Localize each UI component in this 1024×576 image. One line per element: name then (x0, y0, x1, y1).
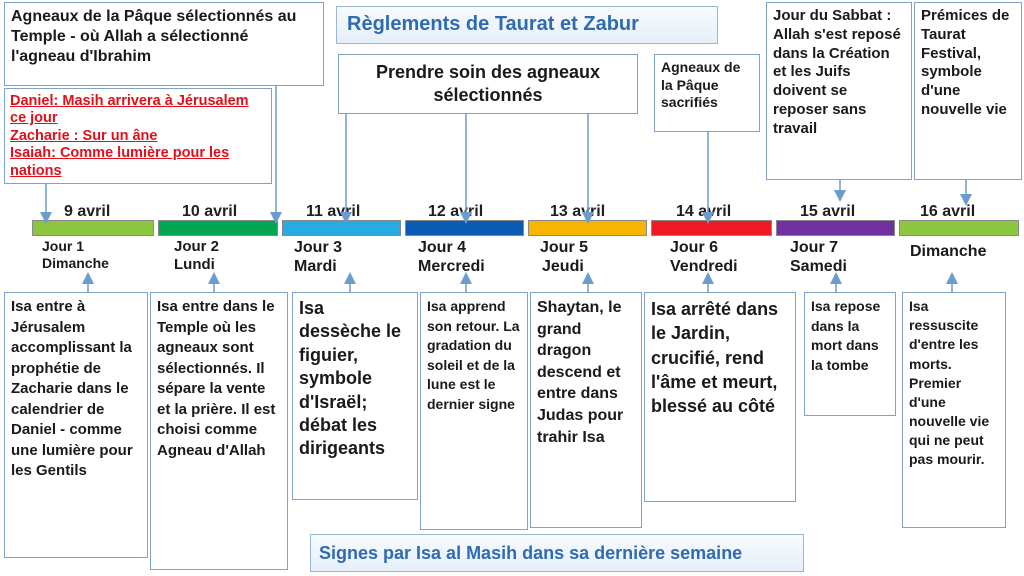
date-day1: 9 avril (64, 203, 111, 220)
date-day7: 15 avril (800, 203, 856, 220)
day-number: Jour 4 (418, 239, 467, 256)
day-number: Jour 3 (294, 239, 343, 256)
day-weekday: Samedi (790, 258, 847, 276)
note-prendre-soin: Prendre soin des agneaux sélectionnés (338, 54, 638, 114)
day-weekday: Vendredi (670, 258, 738, 276)
diagram-title: Règlements de Taurat et Zabur (336, 6, 718, 44)
prophecy-isaiah: Isaiah: Comme lumière pour les nations (10, 145, 230, 179)
day-weekday: Lundi (174, 256, 215, 273)
day-weekday: Mercredi (418, 258, 485, 276)
day-number: Jour 5 (540, 239, 589, 256)
event-day4: Isa apprend son retour. La gradation du soleil et de la lune est le dernier signe (420, 292, 528, 530)
event-day2: Isa entre dans le Temple où les agneaux sont sélectionnés. Il sépare la vente et la prière. Il est choisi comme Agneau d'Allah (150, 292, 288, 570)
date-day6: 14 avril (676, 203, 732, 220)
prophecy-daniel: Daniel: Masih arrivera à Jérusalem ce jour (10, 93, 249, 127)
note-agneaux-temple: Agneaux de la Pâque sélectionnés au Temple - où Allah a sélectionné l'agneau d'Ibrahim (4, 2, 324, 86)
bottom-subtitle: Signes par Isa al Masih dans sa dernière semaine (310, 534, 804, 572)
event-day1: Isa entre à Jérusalem accomplissant la prophétie de Zacharie dans le calendrier de Daniel - comme une lumière pour les Gentils (4, 292, 148, 558)
date-day5: 13 avril (550, 203, 606, 220)
day-number: Jour 1 (42, 238, 85, 254)
event-day7: Isa repose dans la mort dans la tombe (804, 292, 896, 416)
date-day2: 10 avril (182, 203, 238, 220)
event-day6: Isa arrêté dans le Jardin, crucifié, rend l'âme et meurt, blessé au côté (644, 292, 796, 502)
note-premices: Prémices de Taurat Festival, symbole d'une nouvelle vie (914, 2, 1022, 180)
event-day3: Isa dessèche le figuier, symbole d'Israël; débat les dirigeants (292, 292, 418, 500)
event-day5: Shaytan, le grand dragon descend et entre dans Judas pour trahir Isa (530, 292, 642, 528)
day-number: Jour 6 (670, 239, 719, 256)
day-weekday: Mardi (294, 258, 337, 276)
date-day4: 12 avril (428, 203, 484, 220)
note-agneaux-sacrifies: Agneaux de la Pâque sacrifiés (654, 54, 760, 132)
event-day8: Isa ressuscite d'entre les morts. Premier d'une nouvelle vie qui ne peut pas mourir. (902, 292, 1006, 528)
note-sabbat: Jour du Sabbat : Allah s'est reposé dans la Création et les Juifs doivent se reposer sans travail (766, 2, 912, 180)
day-number: Jour 2 (174, 238, 220, 255)
day-weekday: Dimanche (910, 243, 987, 260)
day-number: Jour 7 (790, 239, 839, 256)
day-weekday: Jeudi (542, 258, 584, 276)
date-day8: 16 avril (920, 203, 976, 220)
date-day3: 11 avril (306, 203, 361, 220)
prophecy-zacharie: Zacharie : Sur un âne (10, 127, 158, 144)
day-weekday: Dimanche (42, 254, 109, 271)
